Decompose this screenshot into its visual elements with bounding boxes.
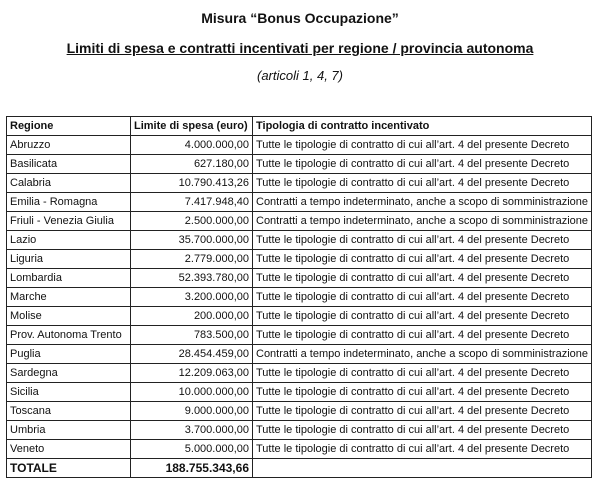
cell-region: Puglia [7,345,131,364]
cell-limit: 3.700.000,00 [131,421,253,440]
cell-limit: 52.393.780,00 [131,269,253,288]
cell-limit: 7.417.948,40 [131,193,253,212]
budget-table [6,116,592,478]
cell-limit: 35.700.000,00 [131,231,253,250]
cell-contract-type: Tutte le tipologie di contratto di cui all’art. 4 del presente Decreto [253,250,592,269]
cell-region: Lombardia [7,269,131,288]
header-contract-type: Tipologia di contratto incentivato [253,117,592,136]
cell-region: Liguria [7,250,131,269]
table-row [7,288,592,307]
table-header-row [7,117,592,136]
cell-region: Abruzzo [7,136,131,155]
cell-region: Calabria [7,174,131,193]
table-row [7,307,592,326]
cell-region: Basilicata [7,155,131,174]
cell-region: Veneto [7,440,131,459]
table-row [7,174,592,193]
table-row [7,136,592,155]
total-value: 188.755.343,66 [131,459,253,478]
cell-limit: 2.500.000,00 [131,212,253,231]
document-subtitle: Limiti di spesa e contratti incentivati per regione / provincia autonoma [66,40,534,56]
total-label: TOTALE [7,459,131,478]
header-limit: Limite di spesa (euro) [131,117,253,136]
cell-contract-type: Contratti a tempo indeterminato, anche a scopo di somministrazione [253,345,592,364]
table-row [7,326,592,345]
table-row [7,250,592,269]
table-row [7,212,592,231]
cell-region: Sardegna [7,364,131,383]
cell-contract-type: Tutte le tipologie di contratto di cui all’art. 4 del presente Decreto [253,269,592,288]
cell-contract-type: Tutte le tipologie di contratto di cui all’art. 4 del presente Decreto [253,174,592,193]
cell-limit: 5.000.000,00 [131,440,253,459]
total-row [7,459,592,478]
cell-contract-type: Contratti a tempo indeterminato, anche a scopo di somministrazione [253,212,592,231]
cell-contract-type: Tutte le tipologie di contratto di cui all’art. 4 del presente Decreto [253,231,592,250]
articles-reference: (articoli 1, 4, 7) [257,68,343,83]
cell-contract-type: Tutte le tipologie di contratto di cui all’art. 4 del presente Decreto [253,364,592,383]
cell-limit: 783.500,00 [131,326,253,345]
table-row [7,402,592,421]
total-type [253,459,592,478]
cell-region: Toscana [7,402,131,421]
cell-limit: 12.209.063,00 [131,364,253,383]
cell-region: Friuli - Venezia Giulia [7,212,131,231]
cell-limit: 2.779.000,00 [131,250,253,269]
cell-contract-type: Tutte le tipologie di contratto di cui all’art. 4 del presente Decreto [253,288,592,307]
cell-region: Molise [7,307,131,326]
cell-limit: 200.000,00 [131,307,253,326]
cell-contract-type: Tutte le tipologie di contratto di cui all’art. 4 del presente Decreto [253,307,592,326]
cell-contract-type: Tutte le tipologie di contratto di cui all’art. 4 del presente Decreto [253,402,592,421]
cell-limit: 3.200.000,00 [131,288,253,307]
cell-region: Prov. Autonoma Trento [7,326,131,345]
cell-region: Sicilia [7,383,131,402]
table-row [7,364,592,383]
cell-limit: 28.454.459,00 [131,345,253,364]
cell-contract-type: Tutte le tipologie di contratto di cui all’art. 4 del presente Decreto [253,421,592,440]
cell-region: Umbria [7,421,131,440]
cell-region: Marche [7,288,131,307]
table-row [7,440,592,459]
cell-limit: 10.000.000,00 [131,383,253,402]
table-row [7,421,592,440]
table-row [7,231,592,250]
cell-region: Emilia - Romagna [7,193,131,212]
cell-region: Lazio [7,231,131,250]
cell-contract-type: Tutte le tipologie di contratto di cui all’art. 4 del presente Decreto [253,326,592,345]
cell-limit: 4.000.000,00 [131,136,253,155]
table-row [7,193,592,212]
cell-contract-type: Tutte le tipologie di contratto di cui all’art. 4 del presente Decreto [253,136,592,155]
cell-limit: 9.000.000,00 [131,402,253,421]
cell-contract-type: Tutte le tipologie di contratto di cui all’art. 4 del presente Decreto [253,155,592,174]
header-region: Regione [7,117,131,136]
table-row [7,345,592,364]
cell-contract-type: Tutte le tipologie di contratto di cui all’art. 4 del presente Decreto [253,440,592,459]
cell-limit: 10.790.413,26 [131,174,253,193]
table-row [7,383,592,402]
table-row [7,269,592,288]
cell-contract-type: Tutte le tipologie di contratto di cui all’art. 4 del presente Decreto [253,383,592,402]
document-title: Misura “Bonus Occupazione” [201,10,399,26]
cell-contract-type: Contratti a tempo indeterminato, anche a scopo di somministrazione [253,193,592,212]
table-row [7,155,592,174]
cell-limit: 627.180,00 [131,155,253,174]
